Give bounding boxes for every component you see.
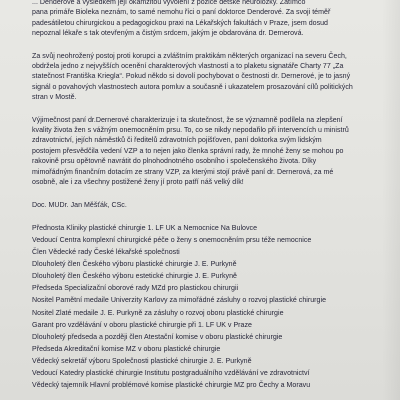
credential-item: Nositel Pamětní medaile Univerzity Karlovy za mimořádné zásluhy o rozvoj plastické chirurgie	[32, 297, 327, 305]
credential-item: Vedoucí Katedry plastické chirurgie Institutu postgraduálního vzdělávání ve zdravotnictví	[32, 370, 310, 378]
text-line: pana primáře Bioleka neznám, to samé nemohu říci o paní doktorce Denderové. Za svoji téměř	[32, 9, 331, 17]
letter-body	[32, 0, 392, 392]
text-line: signál o povahových vlastnostech autora pomluv a současně i ukazatelem prosazování cílů politických	[32, 83, 353, 91]
credential-item: Předseda Akreditační komise MZ v oboru plastické chirurgie	[32, 345, 221, 353]
text-line: ... Denderové a výsledkem její okamžitou vyvolení z pozice dětské neuroložky. Zatímco	[32, 0, 306, 6]
credential-item: Vedoucí Centra komplexní chirurgické péče o ženy s onemocněním prsu téže nemocnice	[32, 237, 312, 244]
credential-item: Předseda Specializační oborové rady MZd pro plastickou chirurgii	[32, 285, 239, 293]
text-line: osobně, ale i za všechny postižené ženy jí proto patří náš velký dík!	[32, 179, 244, 187]
text-line: postojem přesvědčila vedení VZP a to nejen jako členka správní rady, že mnohé ženy se mohou po	[32, 147, 344, 155]
credential-item: Garant pro vzdělávání v oboru plastické chirurgie při 1. LF UK v Praze	[32, 321, 252, 329]
page-edge-shadow	[382, 0, 400, 400]
credential-item: Vědecký sekretář výboru Společnosti plastické chirurgie J. E. Purkyně	[32, 357, 252, 365]
credential-item: Vědecký tajemník Hlavní problémové komise plastické chirurgie MZ pro Čechy a Moravu	[32, 382, 311, 390]
signature-name: Doc. MUDr. Jan Měšťák, CSc.	[32, 201, 127, 209]
credential-item: Přednosta Kliniky plastické chirurgie 1. LF UK a Nemocnice Na Bulovce	[32, 224, 258, 232]
text-line: kvality života žen s vážným onemocněním prsu. To, co se nikdy nepodařilo při intervencích u ministrů	[32, 127, 349, 135]
paragraph-intro	[32, 0, 392, 40]
text-line: stran v Mostě.	[32, 94, 77, 102]
paragraph-integrity	[32, 52, 392, 104]
credential-item: Dlouholetý člen Českého výboru estetické chirurgie J. E. Purkyně	[32, 273, 237, 281]
text-line: nepoznal lékaře s tak otevřeným a čistým srdcem, jakým je obdarována dr. Dernerová.	[32, 30, 304, 38]
credentials-list	[32, 223, 392, 392]
text-line: statečnost Františka Kriegla“. Pokud někdo si dovolí pochybovat o čestnosti dr. Dernerové, je to jasný	[32, 73, 351, 81]
text-line: padesátiletou chirurgickou a pedagogickou praxi na Lékařských fakultách v Praze, jsem dosud	[32, 19, 328, 27]
credential-item: Dlouholetý předseda a později člen Atestační komise v oboru plastické chirurgie	[32, 333, 283, 341]
paragraph-achievements	[32, 116, 392, 189]
text-line: mimořádným finančním dotacím ze strany VZP, za kterými stojí právě paní dr. Dernerová, za mé	[32, 168, 334, 176]
text-line: rakovině prsu opětovně navrátit do plnohodnotného osobního i společenského života. Díky	[32, 158, 317, 166]
text-line: zdravotnictví, jejích náměstků či ředitelů zdravotních pojišťoven, paní doktorka svým lidským	[32, 137, 322, 145]
credential-item: Nositel Zlaté medaile J. E. Purkyně za zásluhy o rozvoj oboru plastické chirurgie	[32, 309, 284, 317]
text-line: Výjimečnost paní dr.Dernerové charakterizuje i ta skutečnost, že se významně podílela na zlepšení	[32, 116, 343, 124]
credential-item: Člen Vědecké rady České lékařské společnosti	[32, 249, 180, 257]
text-line: obdržela jedno z nejvyšších ocenění charakterových vlastností a to plaketu signatáře Charty 77 „Za	[32, 63, 344, 71]
text-line: Za svůj neohrožený postoj proti korupci a zvláštním praktikám některých organizací na severu Čech,	[32, 52, 347, 60]
credential-item: Dlouholetý člen Českého výboru plastické chirurgie J. E. Purkyně	[32, 261, 237, 269]
